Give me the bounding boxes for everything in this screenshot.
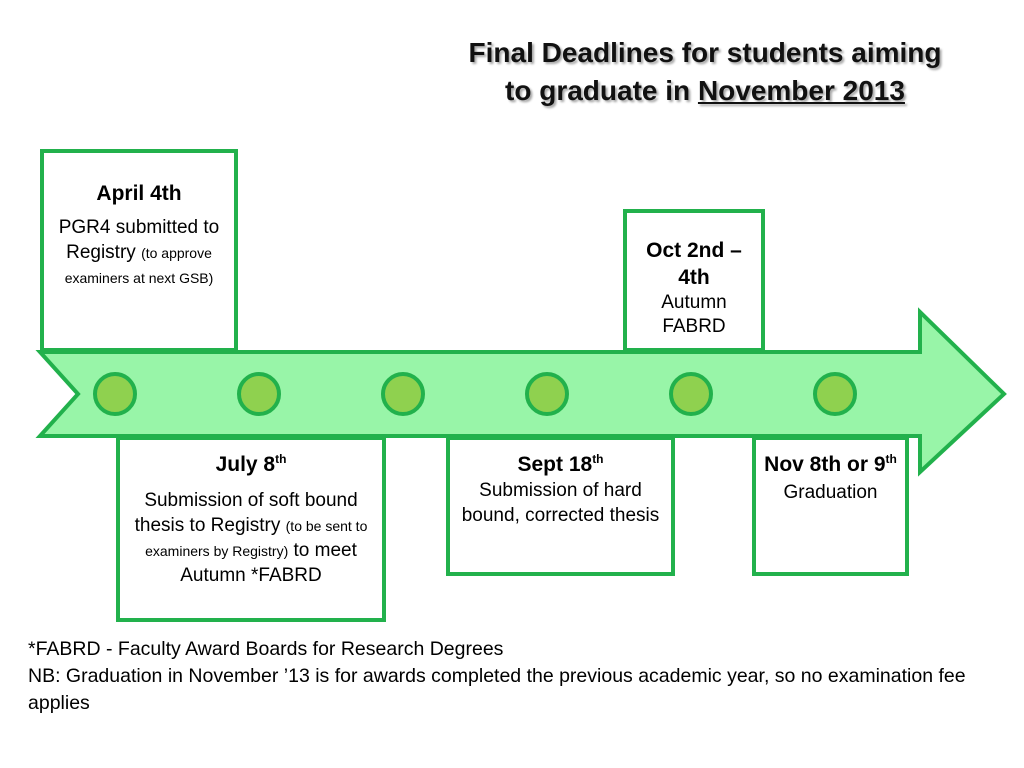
event-date-nov-text: Nov 8th or 9 <box>764 453 886 476</box>
event-note-july: (to be sent to examiners by Registry) <box>145 518 368 559</box>
event-date-july <box>128 452 374 478</box>
event-desc-april <box>52 215 226 290</box>
event-date-nov <box>762 452 899 478</box>
event-box-sept <box>446 436 675 576</box>
event-date-sept-text: Sept 18 <box>517 453 593 476</box>
event-date-july-text: July 8 <box>215 453 276 476</box>
event-date-sept <box>458 452 663 478</box>
event-desc-july <box>128 488 374 588</box>
footer-fabrd-definition: *FABRD - Faculty Award Boards for Research Degrees <box>28 638 504 660</box>
timeline-dot-2 <box>239 374 279 414</box>
event-box-april <box>40 149 238 352</box>
event-date-july-sup: th <box>275 452 287 466</box>
timeline-dot-4 <box>527 374 567 414</box>
event-box-oct <box>623 209 765 352</box>
event-box-july <box>116 436 386 622</box>
title-line-2-prefix: to graduate in <box>505 75 698 106</box>
event-date-sept-sup: th <box>592 452 604 466</box>
footer-nb-note: NB: Graduation in November ’13 is for awards completed the previous academic year, so no examination fee applies <box>28 665 966 714</box>
event-desc-nov: Graduation <box>783 482 878 503</box>
event-desc-july-end: to meet Autumn *FABRD <box>180 540 357 586</box>
event-note-april: (to approve examiners at next GSB) <box>64 245 214 286</box>
event-desc-april-text: PGR4 submitted to Registry <box>58 217 220 263</box>
timeline-dot-5 <box>671 374 711 414</box>
event-desc-oct: Autumn FABRD <box>661 292 727 337</box>
event-box-nov <box>752 436 909 576</box>
event-desc-sept: Submission of hard bound, corrected thesis <box>461 480 660 526</box>
event-date-april: April 4th <box>96 182 182 205</box>
timeline-dot-6 <box>815 374 855 414</box>
event-date-oct: Oct 2nd – 4th <box>646 239 742 289</box>
timeline-dot-1 <box>95 374 135 414</box>
timeline-dot-3 <box>383 374 423 414</box>
title-line-1: Final Deadlines for students aiming <box>468 37 942 68</box>
event-desc-july-text: Submission of soft bound thesis to Registry <box>134 490 358 536</box>
title-underlined-date: November 2013 <box>697 75 905 106</box>
event-date-nov-sup: th <box>885 452 897 466</box>
footer-notes <box>28 636 1003 717</box>
